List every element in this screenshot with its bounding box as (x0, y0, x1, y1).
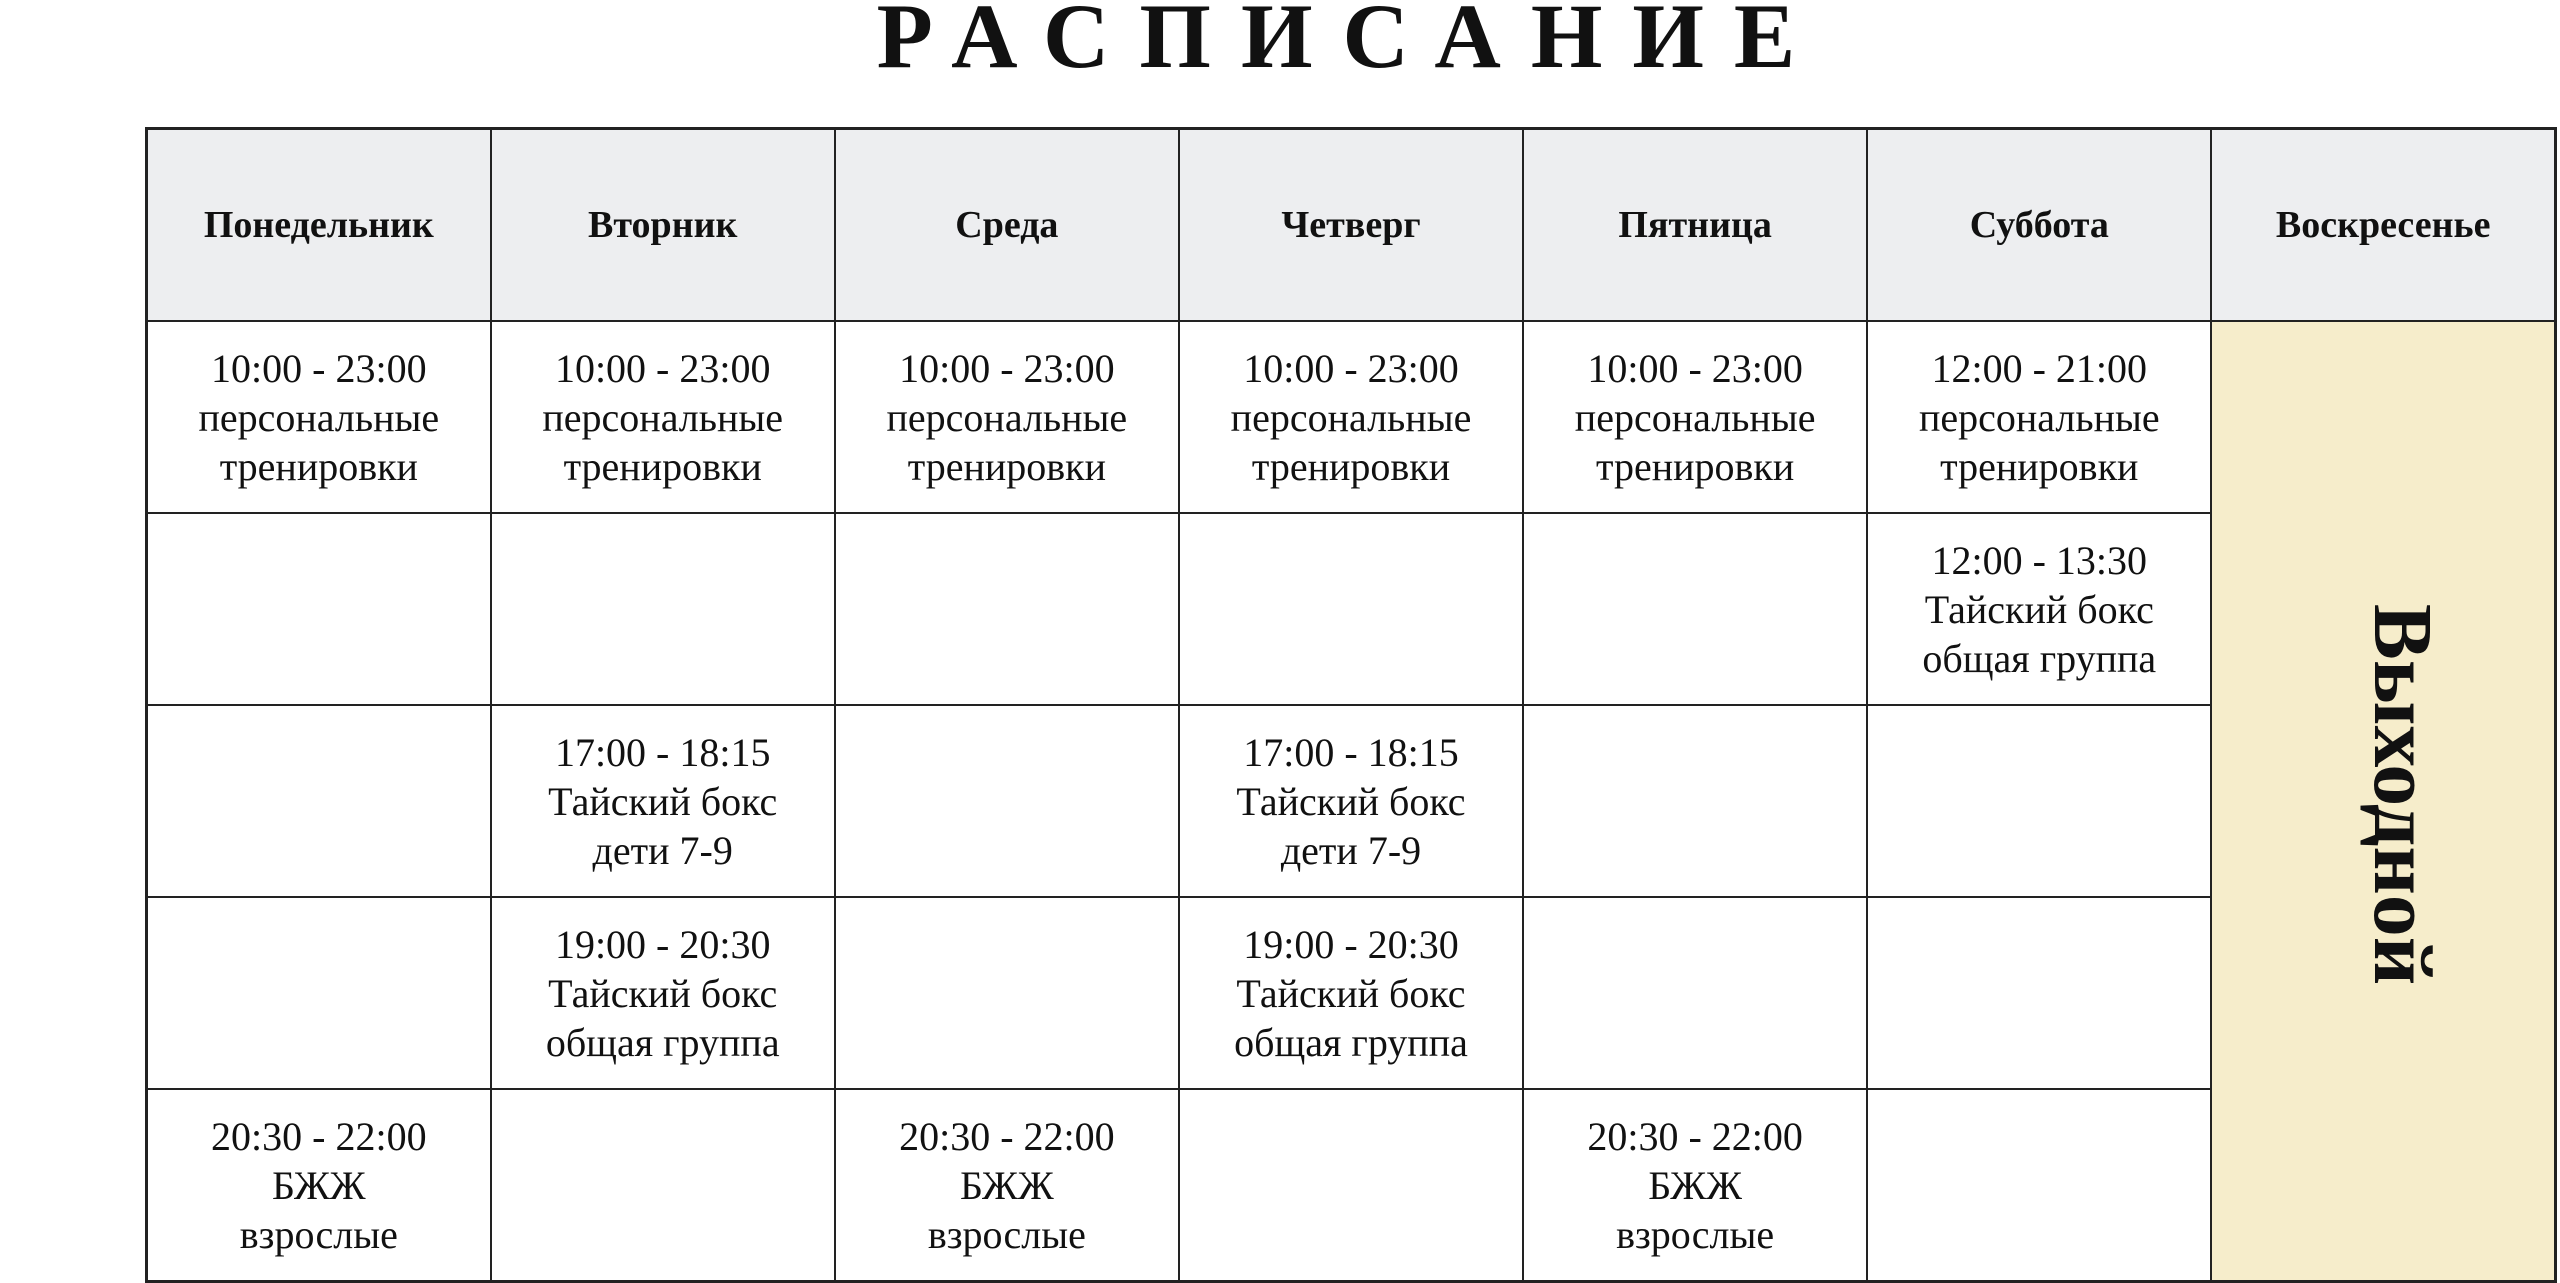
session-text: персональные (542, 394, 784, 440)
session-text: персональные (1918, 394, 2160, 440)
session-text: взрослые (1616, 1211, 1775, 1257)
session-cell (1867, 513, 2211, 705)
empty-cell (1523, 513, 1867, 705)
session-time: 19:00 - 20:30 (554, 921, 771, 967)
empty-cell (835, 705, 1179, 897)
empty-cell (147, 897, 491, 1089)
session-text: тренировки (1940, 443, 2139, 489)
empty-cell (1179, 513, 1523, 705)
session-text: тренировки (219, 443, 418, 489)
day-header: Четверг (1179, 129, 1523, 322)
empty-cell (1179, 1089, 1523, 1282)
session-text: персональные (886, 394, 1128, 440)
empty-cell (1523, 897, 1867, 1089)
session-text: Тайский бокс (548, 970, 778, 1016)
day-off-cell (2211, 321, 2555, 1282)
session-text: тренировки (907, 443, 1106, 489)
empty-cell (1523, 705, 1867, 897)
empty-cell (491, 1089, 835, 1282)
session-cell (491, 321, 835, 513)
table-row (147, 705, 2556, 897)
page-title: РАСПИСАНИЕ (876, 0, 1826, 87)
session-text: тренировки (1596, 443, 1795, 489)
session-text: взрослые (239, 1211, 398, 1257)
session-cell (147, 1089, 491, 1282)
session-time: 20:30 - 22:00 (899, 1113, 1115, 1159)
session-time: 10:00 - 23:00 (211, 345, 427, 391)
empty-cell (835, 897, 1179, 1089)
session-text: тренировки (563, 443, 762, 489)
session-text: БЖЖ (271, 1162, 366, 1208)
header-row (147, 129, 2556, 322)
session-time: 12:00 - 21:00 (1931, 345, 2148, 391)
schedule-table (145, 127, 2557, 1283)
session-time: 10:00 - 23:00 (1243, 345, 1459, 391)
empty-cell (1867, 705, 2211, 897)
session-time: 12:00 - 13:30 (1931, 537, 2148, 583)
session-text: общая группа (1922, 635, 2157, 681)
day-header: Вторник (491, 129, 835, 322)
day-header: Понедельник (147, 129, 491, 322)
session-cell (1179, 705, 1523, 897)
day-off-label: Выходной (2356, 603, 2450, 985)
session-text: дети 7-9 (1280, 827, 1422, 873)
session-time: 10:00 - 23:00 (899, 345, 1115, 391)
session-text: БЖЖ (960, 1162, 1054, 1208)
session-cell (1867, 321, 2211, 513)
session-cell (1523, 1089, 1867, 1282)
table-row (147, 897, 2556, 1089)
session-text: Тайский бокс (1236, 778, 1466, 824)
session-text: общая группа (1234, 1019, 1468, 1065)
session-text: персональные (198, 394, 440, 440)
session-text: персональные (1230, 394, 1472, 440)
empty-cell (491, 513, 835, 705)
session-time: 10:00 - 23:00 (1587, 345, 1803, 391)
session-text: Тайский бокс (1236, 970, 1466, 1016)
day-header: Среда (835, 129, 1179, 322)
empty-cell (147, 705, 491, 897)
session-cell (1523, 321, 1867, 513)
session-cell (835, 1089, 1179, 1282)
session-text: взрослые (927, 1211, 1086, 1257)
day-header: Суббота (1867, 129, 2211, 322)
day-header: Воскресенье (2211, 129, 2555, 322)
empty-cell (835, 513, 1179, 705)
session-text: тренировки (1251, 443, 1451, 489)
session-text: дети 7-9 (592, 827, 733, 873)
session-cell (835, 321, 1179, 513)
table-row (147, 1089, 2556, 1282)
session-text: БЖЖ (1648, 1162, 1742, 1208)
session-text: персональные (1574, 394, 1816, 440)
session-text: Тайский бокс (548, 778, 778, 824)
session-text: общая группа (545, 1019, 780, 1065)
session-time: 17:00 - 18:15 (1243, 729, 1459, 775)
empty-cell (1867, 897, 2211, 1089)
table-row (147, 513, 2556, 705)
session-time: 20:30 - 22:00 (211, 1113, 427, 1159)
session-time: 10:00 - 23:00 (554, 345, 771, 391)
session-time: 17:00 - 18:15 (554, 729, 771, 775)
session-time: 19:00 - 20:30 (1243, 921, 1459, 967)
session-text: Тайский бокс (1924, 586, 2154, 632)
empty-cell (1867, 1089, 2211, 1282)
session-cell (147, 321, 491, 513)
session-cell (1179, 897, 1523, 1089)
empty-cell (147, 513, 491, 705)
session-cell (491, 705, 835, 897)
table-row (147, 321, 2556, 513)
session-cell (1179, 321, 1523, 513)
session-time: 20:30 - 22:00 (1587, 1113, 1803, 1159)
session-cell (491, 897, 835, 1089)
day-header: Пятница (1523, 129, 1867, 322)
